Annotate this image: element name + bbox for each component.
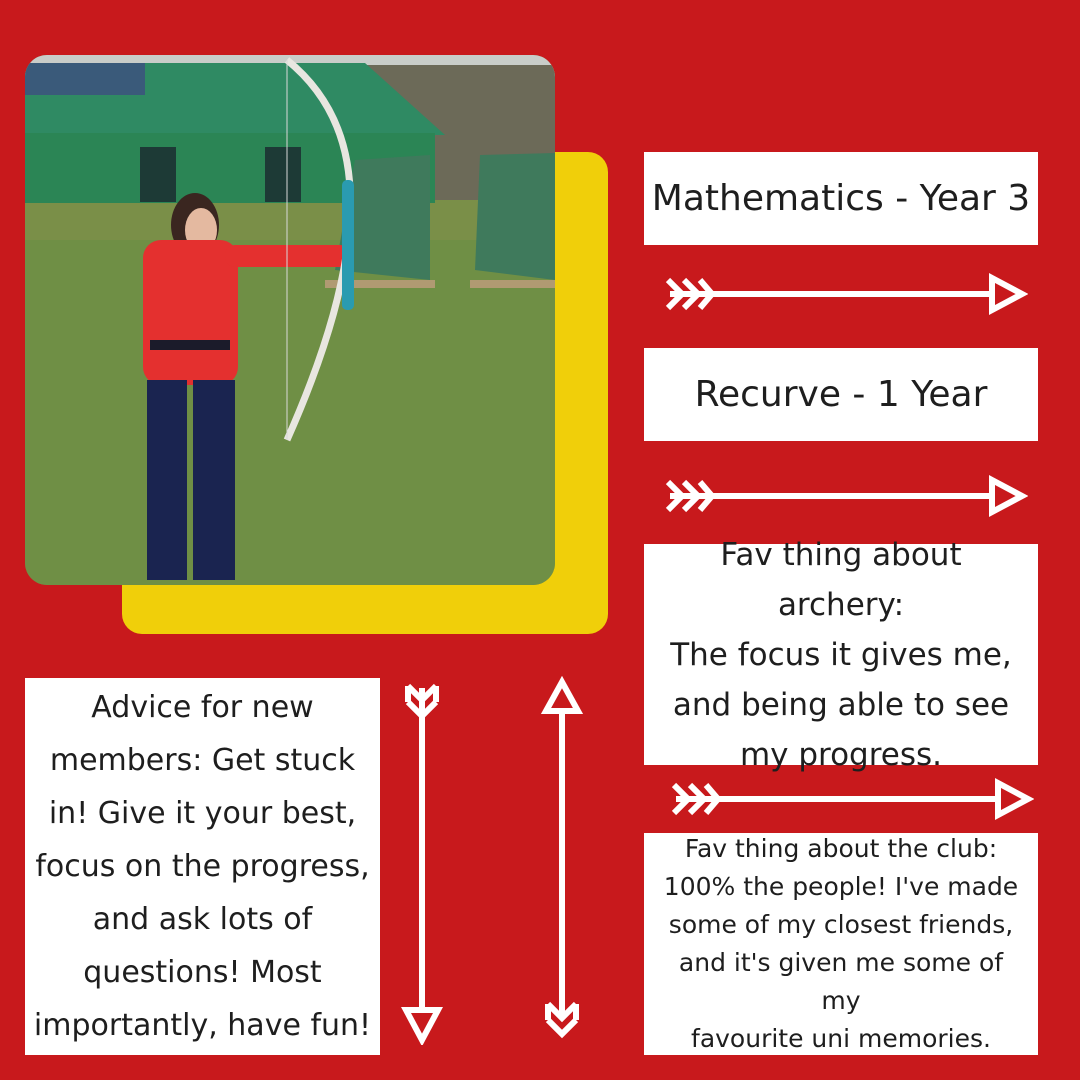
arrow-right-3-icon (668, 777, 1034, 821)
arrow-right-2-icon (662, 474, 1028, 518)
discipline-card (644, 348, 1038, 441)
fav-club-card (644, 833, 1038, 1055)
archer-photo (25, 55, 555, 585)
discipline-text: Recurve - 1 Year (694, 374, 988, 415)
advice-card (25, 678, 380, 1055)
arrow-up-icon (540, 676, 584, 1041)
fav-archery-text: Fav thing about archery: The focus it gives me, and being able to see my progress. (670, 536, 1012, 773)
degree-text: Mathematics - Year 3 (651, 178, 1031, 219)
fav-archery-card (644, 536, 1038, 773)
arrow-down-icon (400, 680, 444, 1045)
degree-card (644, 152, 1038, 245)
arrow-right-1-icon (662, 272, 1028, 316)
advice-text: Advice for new members: Get stuck in! Give it your best, focus on the progress, and ask lots of questions! Most importantly, have fun! (33, 690, 372, 1043)
photo-archer-trousers (147, 380, 187, 580)
fav-club-text: Fav thing about the club: 100% the people! I've made some of my closest friends, and it's given me some of my favourite uni memories. (663, 834, 1019, 1053)
photo-archer-jacket (143, 240, 238, 385)
